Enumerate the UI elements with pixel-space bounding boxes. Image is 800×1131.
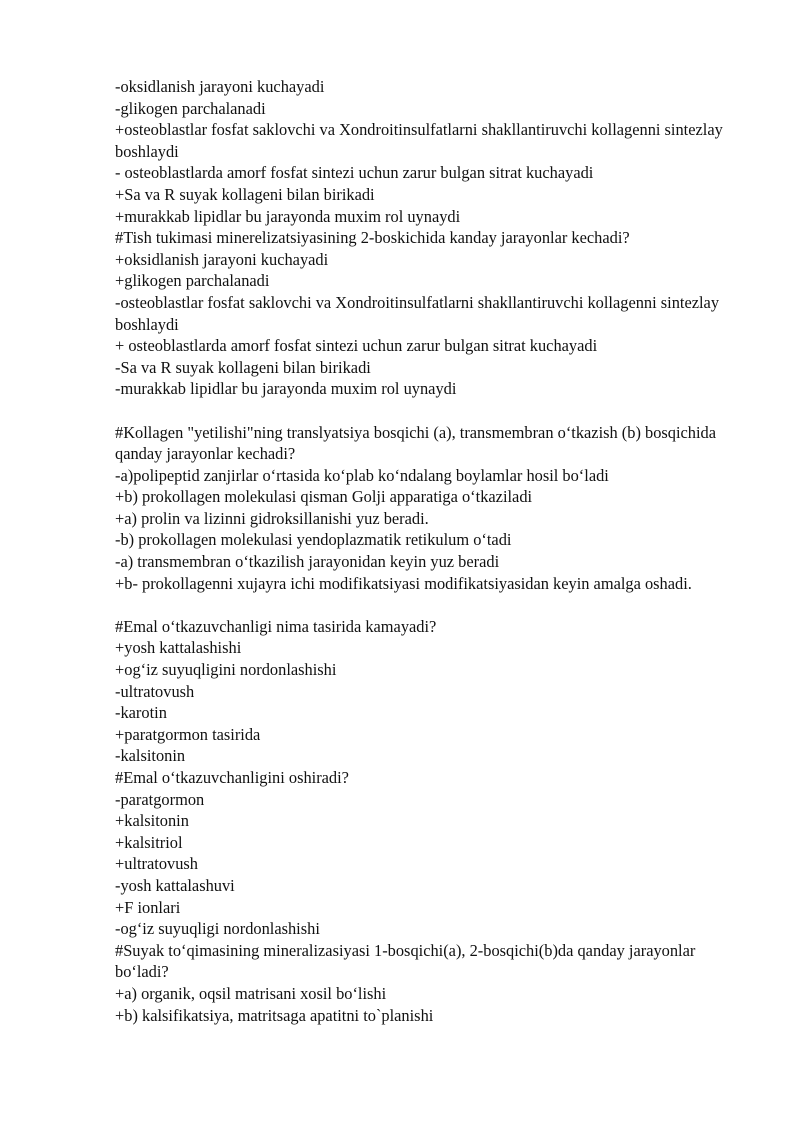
text-line: +kalsitonin bbox=[115, 811, 189, 831]
text-line: -karotin bbox=[115, 703, 167, 723]
question-line: #Tish tukimasi minerelizatsiyasining 2-boskichida kanday jarayonlar kechadi? bbox=[115, 228, 630, 248]
text-line: +b) prokollagen molekulasi qisman Golji apparatiga o‘tkaziladi bbox=[115, 487, 533, 507]
text-line: +F ionlari bbox=[115, 897, 181, 917]
text-line: +a) organik, oqsil matrisani xosil bo‘lishi bbox=[115, 983, 387, 1003]
question-line: #Kollagen "yetilishi"ning translyatsiya bosqichi (a), transmembran o‘tkazish (b) bosqichida qanday jarayonlar kechadi? bbox=[115, 422, 721, 464]
text-line: -murakkab lipidlar bu jarayonda muxim rol uynaydi bbox=[115, 379, 457, 399]
text-line: +kalsitriol bbox=[115, 832, 183, 852]
text-line: -paratgormon bbox=[115, 789, 205, 809]
text-line: -kalsitonin bbox=[115, 746, 186, 766]
text-line: +og‘iz suyuqligini nordonlashishi bbox=[115, 660, 337, 680]
blank-line bbox=[115, 400, 740, 422]
text-line: +oksidlanish jarayoni kuchayadi bbox=[115, 249, 329, 269]
text-line: +paratgormon tasirida bbox=[115, 724, 261, 744]
text-line: +glikogen parchalanadi bbox=[115, 271, 270, 291]
text-line: +a) prolin va lizinni gidroksillanishi yuz beradi. bbox=[115, 508, 429, 528]
blank-line bbox=[115, 594, 740, 616]
text-line: +murakkab lipidlar bu jarayonda muxim rol uynaydi bbox=[115, 206, 461, 226]
text-line: + osteoblastlarda amorf fosfat sintezi uchun zarur bulgan sitrat kuchayadi bbox=[115, 336, 598, 356]
text-line: -yosh kattalashuvi bbox=[115, 875, 235, 895]
text-line: +b) kalsifikatsiya, matritsaga apatitni to`planishi bbox=[115, 1005, 434, 1025]
text-line: +ultratovush bbox=[115, 854, 198, 874]
text-line: -ultratovush bbox=[115, 681, 195, 701]
text-line: +Sa va R suyak kollageni bilan birikadi bbox=[115, 184, 375, 204]
text-line: +yosh kattalashishi bbox=[115, 638, 242, 658]
question-line: #Emal o‘tkazuvchanligini oshiradi? bbox=[115, 768, 349, 787]
text-line: -og‘iz suyuqligi nordonlashishi bbox=[115, 919, 320, 939]
question-line: #Emal o‘tkazuvchanligi nima tasirida kamayadi? bbox=[115, 616, 437, 636]
text-line: -glikogen parchalanadi bbox=[115, 98, 266, 118]
text-line: -b) prokollagen molekulasi yendoplazmatik retikulum o‘tadi bbox=[115, 530, 512, 550]
question-line: #Suyak to‘qimasining mineralizasiyasi 1-bosqichi(a), 2-bosqichi(b)da qanday jarayonlar bo‘ladi? bbox=[115, 940, 700, 982]
text-line: -a)polipeptid zanjirlar o‘rtasida ko‘plab ko‘ndalang boylamlar hosil bo‘ladi bbox=[115, 465, 609, 485]
text-line: -Sa va R suyak kollageni bilan birikadi bbox=[115, 357, 371, 377]
text-line: -oksidlanish jarayoni kuchayadi bbox=[115, 77, 325, 96]
text-line: +b- prokollagenni xujayra ichi modifikatsiyasi modifikatsiyasidan keyin amalga oshadi. bbox=[115, 573, 692, 593]
text-line: -a) transmembran o‘tkazilish jarayonidan keyin yuz beradi bbox=[115, 552, 500, 572]
text-line: -osteoblastlar fosfat saklovchi va Xondroitinsulfatlarni shakllantiruvchi kollagenni sintezlay boshlaydi bbox=[115, 292, 724, 334]
text-line: +osteoblastlar fosfat saklovchi va Xondroitinsulfatlarni shakllantiruvchi kollagenni sintezlay boshlaydi bbox=[115, 120, 727, 161]
text-line: - osteoblastlarda amorf fosfat sintezi uchun zarur bulgan sitrat kuchayadi bbox=[115, 163, 594, 183]
